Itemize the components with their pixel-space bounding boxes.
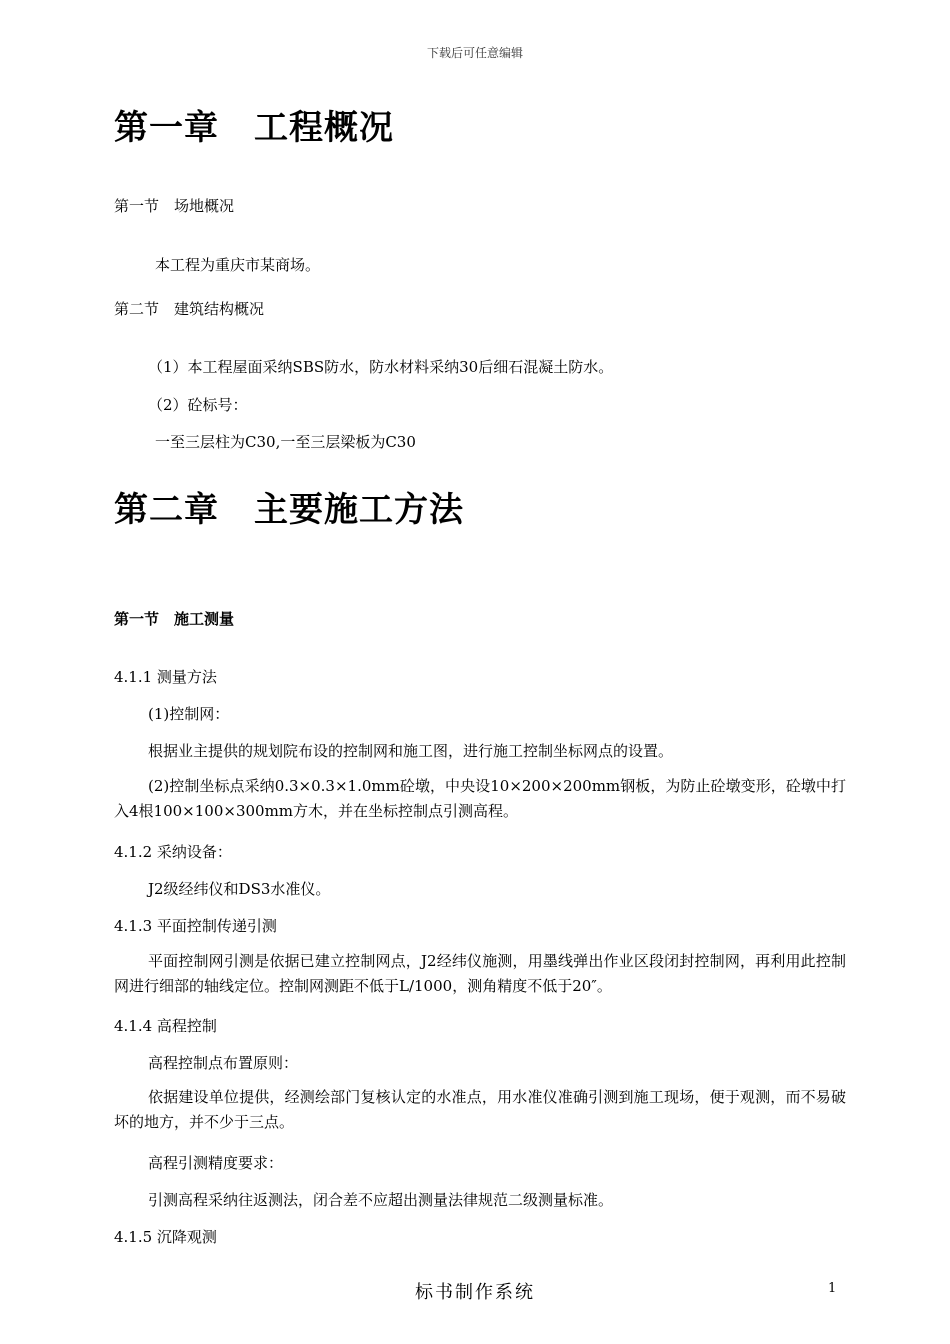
subsection-4-1-1-title: 4.1.1 测量方法 [114,668,217,686]
section-1-2-item-2: （2）砼标号： [148,396,248,414]
subsection-4-1-1-para-2: 根据业主提供的规划院布设的控制网和施工图，进行施工控制坐标网点的设置。 [148,742,674,760]
page-number: 1 [828,1281,837,1296]
subsection-4-1-1-para-3: (2)控制坐标点采纳0.3×0.3×1.0mm砼墩，中央设10×200×200mm钢板，为防止砼墩变形，砼墩中打入4根100×100×300mm方木，并在坐标控制点引测高程。 [114,777,846,820]
section-1-1-title: 第一节 场地概况 [114,197,235,215]
section-1-2-title: 第二节 建筑结构概况 [114,300,265,318]
section-1-2-item-1: （1）本工程屋面采纳SBS防水，防水材料采纳30后细石混凝土防水。 [148,358,614,376]
chapter-2-title: 第二章 主要施工方法 [114,490,464,530]
subsection-4-1-1-para-1: (1)控制网： [148,705,230,723]
subsection-4-1-4-para-2: 依据建设单位提供，经测绘部门复核认定的水准点，用水准仪准确引测到施工现场，便于观测，而不易破坏的地方，并不少于三点。 [114,1088,846,1131]
subsection-4-1-4-para-4: 引测高程采纳往返测法，闭合差不应超出测量法律规范二级测量标准。 [148,1191,614,1209]
header-note: 下载后可任意编辑 [426,46,523,60]
subsection-4-1-4-title: 4.1.4 高程控制 [114,1017,217,1035]
subsection-4-1-3-para-1: 平面控制网引测是依据已建立控制网点，J2经纬仪施测，用墨线弹出作业区段闭封控制网，再利用此控制网进行细部的轴线定位。控制网测距不低于L/1000，测角精度不低于20″。 [114,952,846,995]
section-1-1-text: 本工程为重庆市某商场。 [155,256,321,274]
section-1-2-item-3: 一至三层柱为C30,一至三层梁板为C30 [155,433,416,451]
subsection-4-1-5-title: 4.1.5 沉降观测 [114,1228,217,1246]
subsection-4-1-3-title: 4.1.3 平面控制传递引测 [114,917,277,935]
chapter-1-title: 第一章 工程概况 [114,108,394,148]
footer-system-name: 标书制作系统 [415,1282,535,1303]
subsection-4-1-4-para-3: 高程引测精度要求： [148,1154,284,1172]
section-2-1-title: 第一节 施工测量 [114,610,235,628]
subsection-4-1-2-para-1: J2级经纬仪和DS3水准仪。 [148,880,331,898]
subsection-4-1-2-title: 4.1.2 采纳设备： [114,843,232,861]
subsection-4-1-4-para-1: 高程控制点布置原则： [148,1054,299,1072]
